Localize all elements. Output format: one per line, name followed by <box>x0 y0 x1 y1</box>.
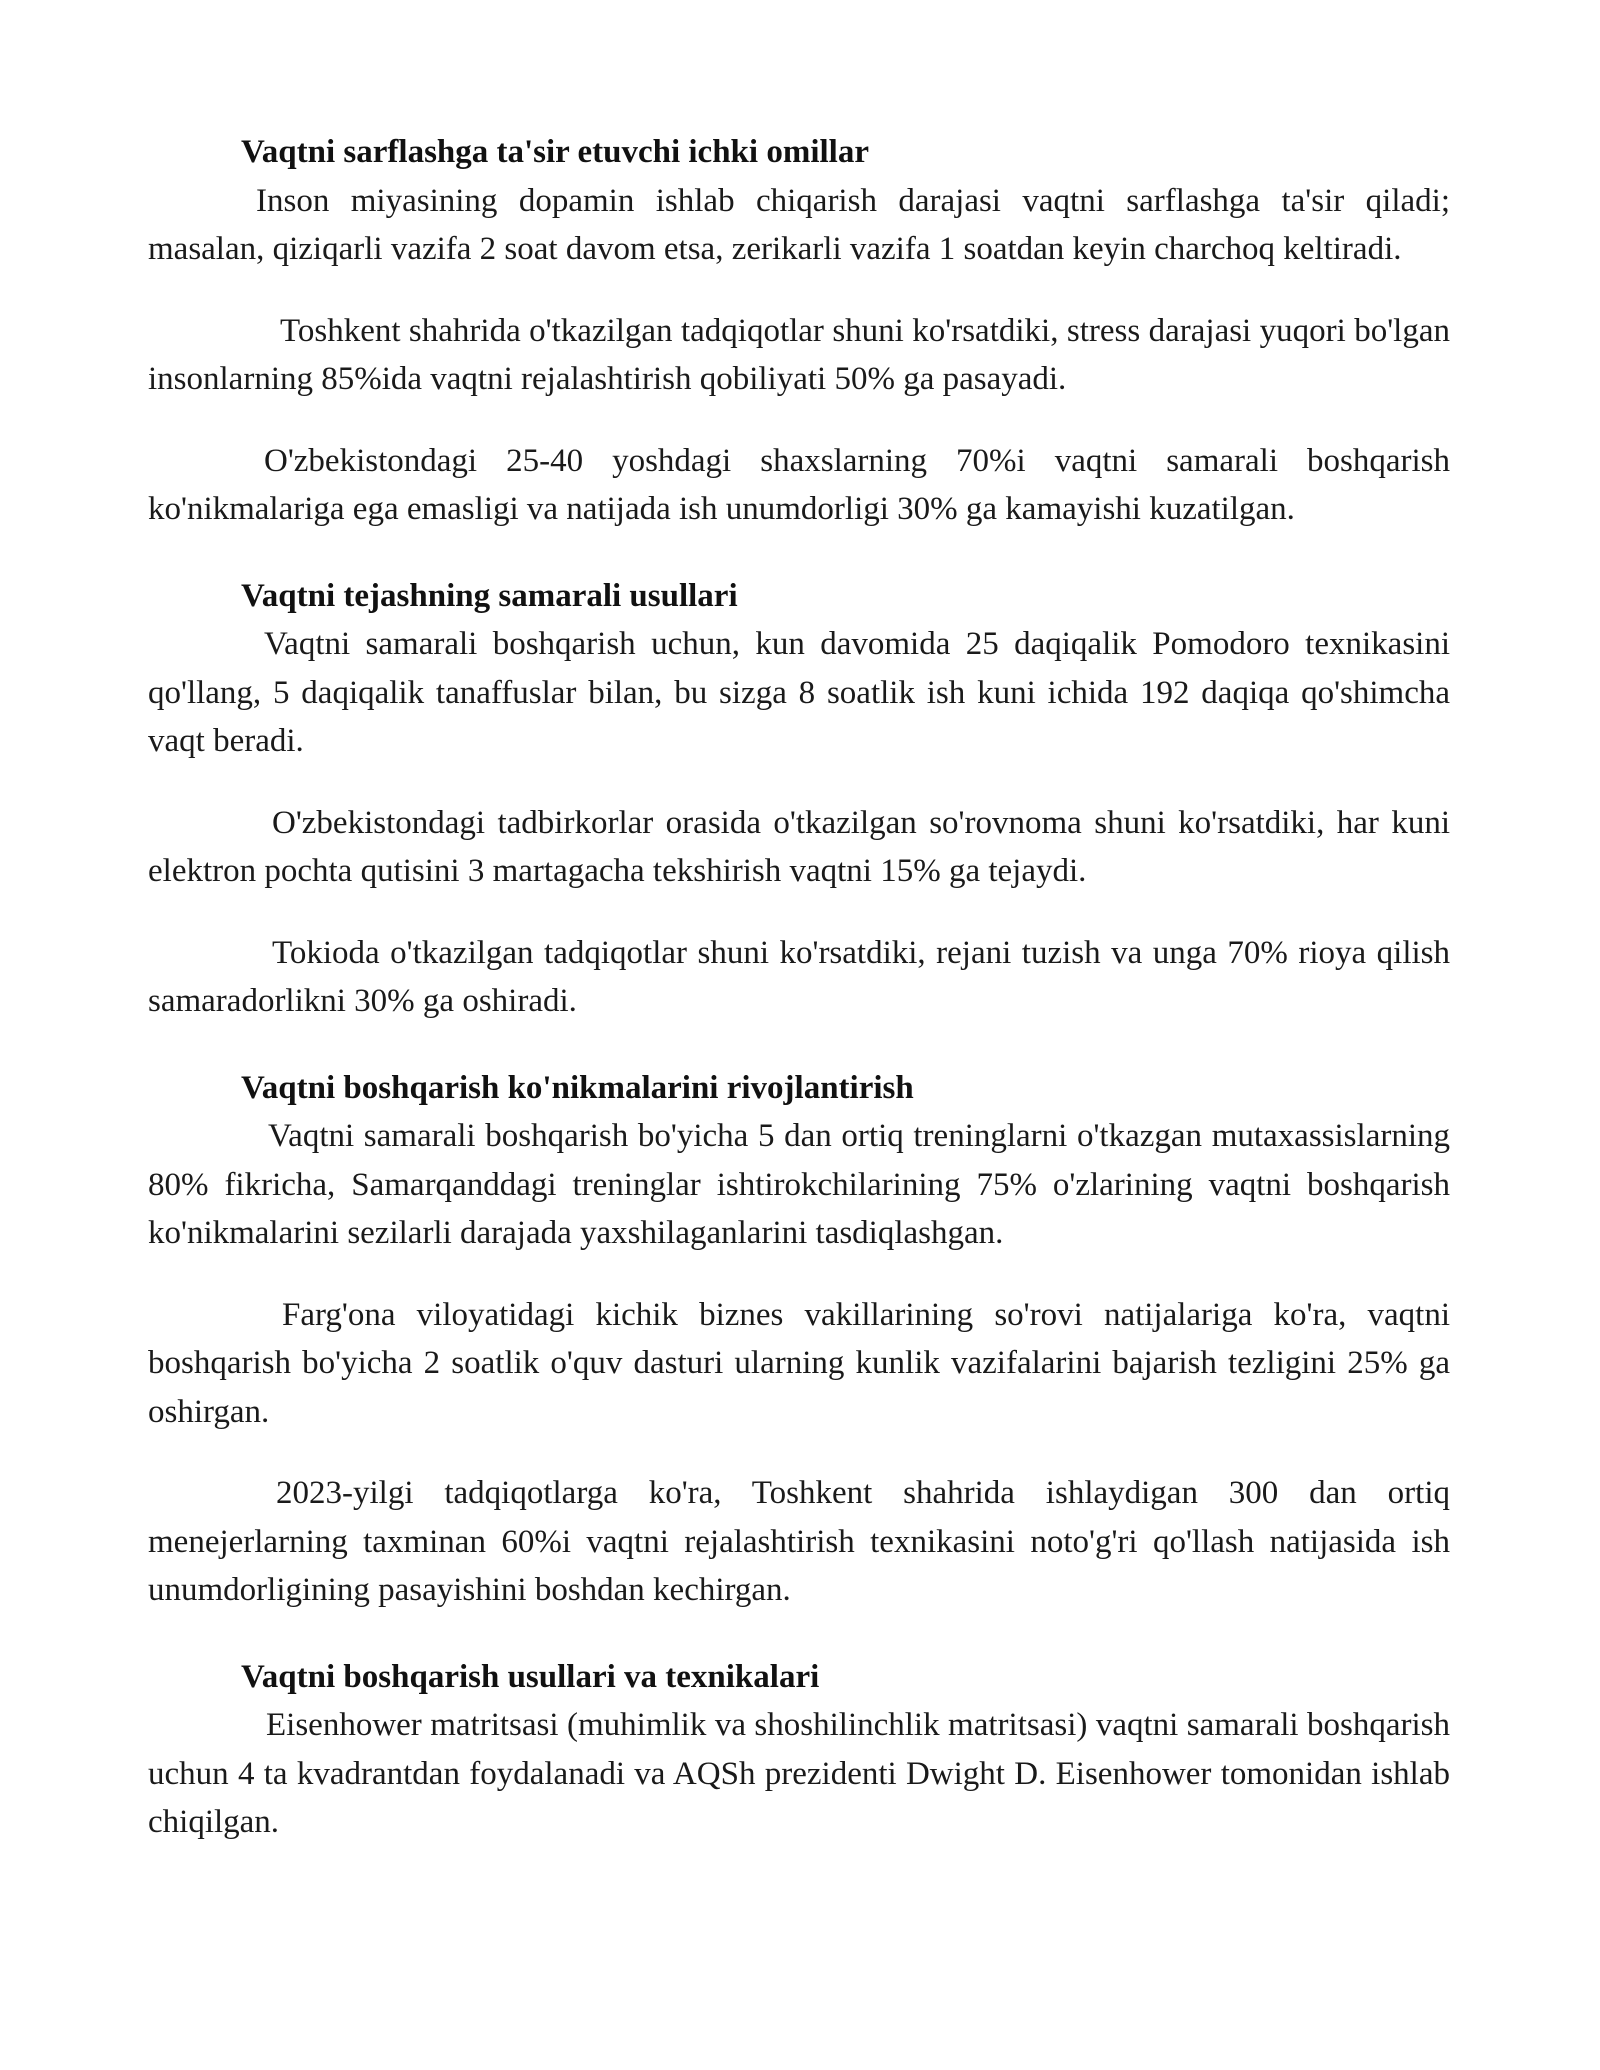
section-time-saving-methods <box>148 572 1450 1026</box>
paragraph: Vaqtni samarali boshqarish uchun, kun davomida 25 daqiqalik Pomodoro texnikasini qo'llang, 5 daqiqalik tanaffuslar bilan, bu sizga 8 soatlik ish kuni ichida 192 daqiqa qo'shimcha vaqt beradi. <box>148 626 1450 759</box>
paragraph: Farg'ona viloyatidagi kichik biznes vakillarining so'rovi natijalariga ko'ra, vaqtni boshqarish bo'yicha 2 soatlik o'quv dasturi ularning kunlik vazifalarini bajarish tezligini 25% ga oshirgan. <box>148 1296 1450 1430</box>
section-heading: Vaqtni boshqarish ko'nikmalarini rivojlantirish <box>241 1069 914 1106</box>
section-heading: Vaqtni tejashning samarali usullari <box>241 577 738 614</box>
paragraph: Tokioda o'tkazilgan tadqiqotlar shuni ko'rsatdiki, rejani tuzish va unga 70% rioya qilish samaradorlikni 30% ga oshiradi. <box>148 934 1450 1019</box>
paragraph: Toshkent shahrida o'tkazilgan tadqiqotlar shuni ko'rsatdiki, stress darajasi yuqori bo'lgan insonlarning 85%ida vaqtni rejalashtirish qobiliyati 50% ga pasayadi. <box>148 312 1450 397</box>
paragraph: 2023-yilgi tadqiqotlarga ko'ra, Toshkent shahrida ishlaydigan 300 dan ortiq menejerlarning taxminan 60%i vaqtni rejalashtirish texnikasini noto'g'ri qo'llash natijasida ish unumdorligining pasayishini boshdan kechirgan. <box>148 1475 1450 1608</box>
paragraph: O'zbekistondagi tadbirkorlar orasida o'tkazilgan so'rovnoma shuni ko'rsatdiki, har kuni elektron pochta qutisini 3 martagacha tekshirish vaqtni 15% ga tejaydi. <box>148 804 1450 889</box>
section-heading: Vaqtni sarflashga ta'sir etuvchi ichki omillar <box>241 134 869 170</box>
section-skill-development <box>148 1064 1450 1615</box>
paragraph: Inson miyasining dopamin ishlab chiqarish darajasi vaqtni sarflashga ta'sir qiladi; masalan, qiziqarli vazifa 2 soat davom etsa, zerikarli vazifa 1 soatdan keyin charchoq keltiradi. <box>148 182 1450 267</box>
section-methods-techniques <box>148 1653 1450 1847</box>
paragraph: Vaqtni samarali boshqarish bo'yicha 5 dan ortiq treninglarni o'tkazgan mutaxassislarning 80% fikricha, Samarqanddagi treninglar ishtirokchilarining 75% o'zlarining vaqtni boshqarish ko'nikmalarini sezilarli darajada yaxshilaganlarini tasdiqlashgan. <box>148 1118 1450 1251</box>
paragraph: Eisenhower matritsasi (muhimlik va shoshilinchlik matritsasi) vaqtni samarali boshqarish uchun 4 ta kvadrantdan foydalanadi va AQSh prezidenti Dwight D. Eisenhower tomonidan ishlab chiqilgan. <box>148 1707 1450 1840</box>
document-page <box>148 128 1450 1847</box>
paragraph: O'zbekistondagi 25-40 yoshdagi shaxslarning 70%i vaqtni samarali boshqarish ko'nikmalariga ega emasligi va natijada ish unumdorligi 30% ga kamayishi kuzatilgan. <box>148 442 1450 527</box>
section-heading: Vaqtni boshqarish usullari va texnikalari <box>241 1658 820 1695</box>
section-internal-factors <box>148 128 1450 534</box>
